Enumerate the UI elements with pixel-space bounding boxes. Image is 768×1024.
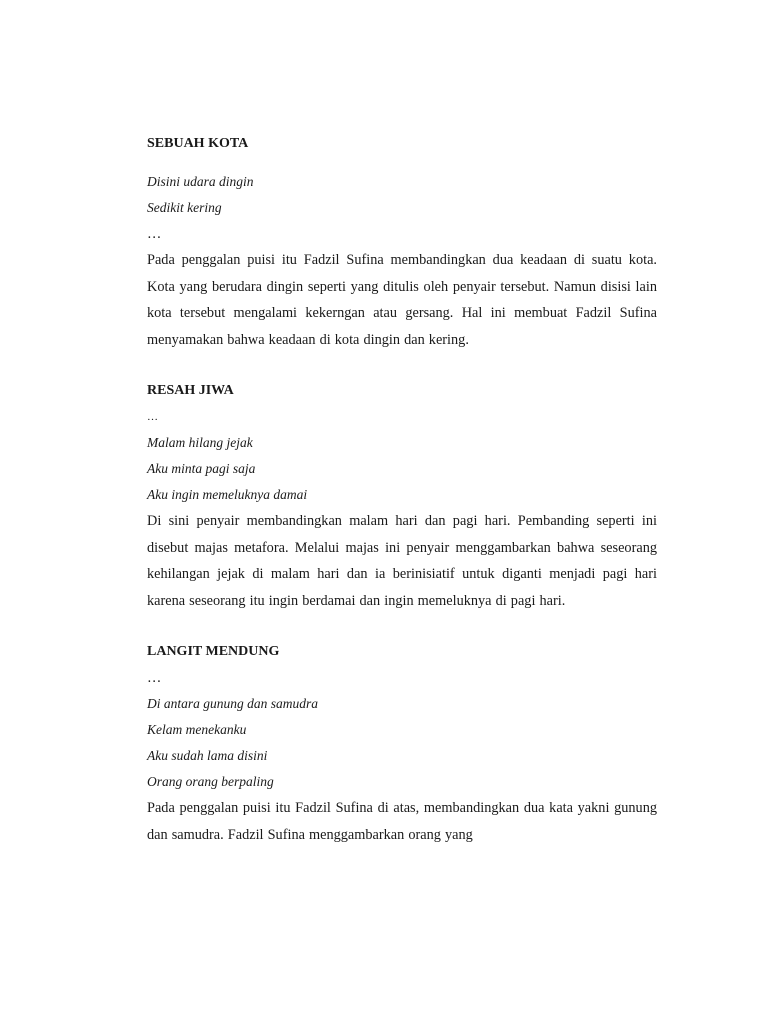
verse-line: Di antara gunung dan samudra (147, 696, 319, 711)
verse-line: Aku minta pagi saja (147, 461, 256, 476)
verse-line: Aku sudah lama disini (147, 748, 268, 763)
verse-line: Sedikit kering (147, 200, 222, 215)
ellipsis: … (147, 670, 162, 686)
section-heading: SEBUAH KOTA (147, 136, 249, 151)
section-heading: LANGIT MENDUNG (147, 644, 280, 659)
section-heading: RESAH JIWA (147, 383, 234, 398)
section-resah-jiwa (147, 378, 657, 614)
verse-line: Aku ingin memeluknya damai (147, 487, 308, 502)
document-page (147, 131, 657, 848)
verse-line: Malam hilang jejak (147, 435, 253, 450)
verse-line: Disini udara dingin (147, 174, 254, 189)
ellipsis: … (147, 411, 158, 423)
verse-line: Kelam menekanku (147, 722, 247, 737)
ellipsis: … (147, 226, 162, 242)
section-paragraph: Di sini penyair membandingkan malam hari dan pagi hari. Pembanding seperti ini disebut majas metafora. Melalui majas ini penyair menggambarkan bahwa seseorang kehilangan jejak di malam hari dan ia berinisiatif untuk diganti menjadi pagi hari karena seseorang itu ingin berdamai dan ingin memeluknya di pagi hari. (147, 513, 657, 609)
section-sebuah-kota (147, 131, 657, 353)
section-langit-mendung (147, 639, 657, 848)
section-paragraph: Pada penggalan puisi itu Fadzil Sufina di atas, membandingkan dua kata yakni gunung dan samudra. Fadzil Sufina menggambarkan orang yang (147, 800, 657, 843)
section-paragraph: Pada penggalan puisi itu Fadzil Sufina membandingkan dua keadaan di suatu kota. Kota yang berudara dingin seperti yang ditulis oleh penyair tersebut. Namun disisi lain kota tersebut mengalami kekerngan atau gersang. Hal ini membuat Fadzil Sufina menyamakan bahwa keadaan di kota dingin dan kering. (147, 252, 657, 348)
verse-line: Orang orang berpaling (147, 774, 274, 789)
